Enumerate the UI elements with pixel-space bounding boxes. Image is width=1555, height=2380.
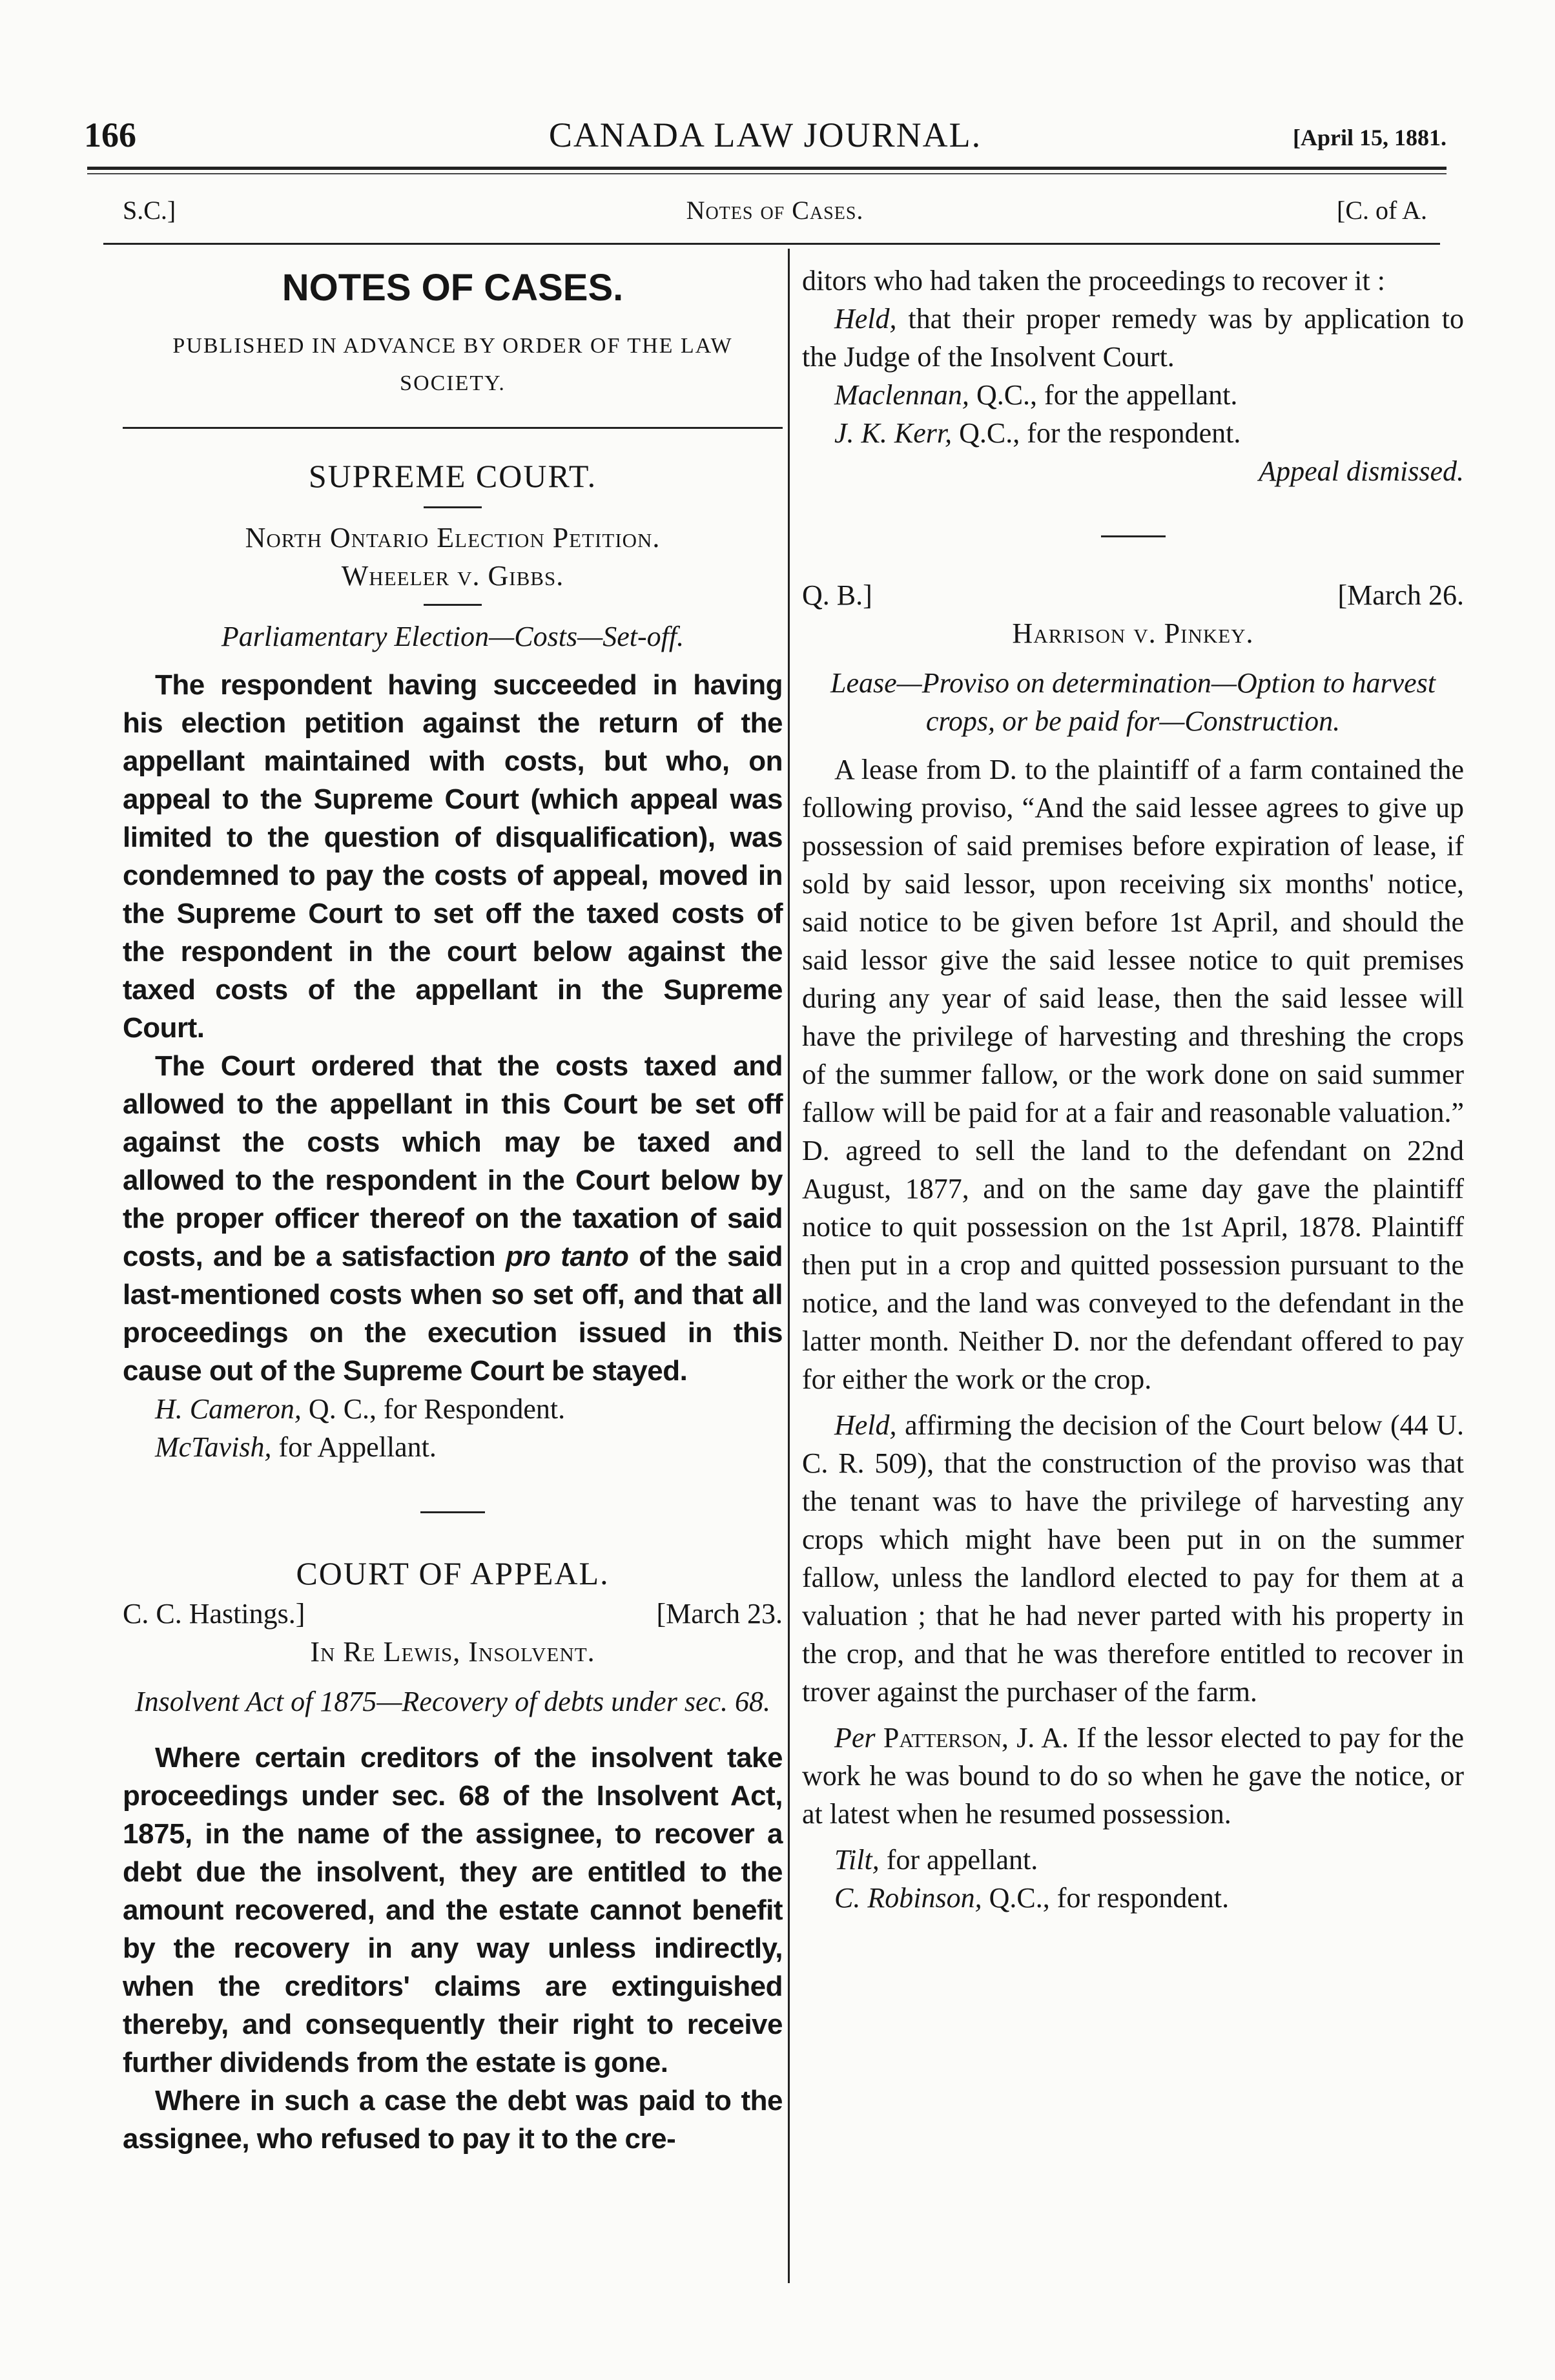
counsel-role: Q.C., for respondent. — [989, 1882, 1230, 1914]
case-paragraph: Where in such a case the debt was paid to the assignee, who refused to pay it to the cre- — [123, 2085, 783, 2155]
holding — [802, 300, 1464, 376]
counsel-line — [802, 1879, 1464, 1917]
section-left: S.C.] — [123, 196, 176, 225]
short-divider — [424, 506, 482, 508]
opinion-text: If the lessor elected to pay for the work he was bound to do so when he gave the notice, or at latest when he resumed possession. — [802, 1722, 1465, 1830]
section-rule — [103, 243, 1440, 245]
holding — [802, 1406, 1464, 1711]
court-heading: COURT OF APPEAL. — [296, 1555, 610, 1591]
page-number: 166 — [84, 116, 136, 154]
case-parties: Harrison v. Pinkey. — [1012, 617, 1254, 649]
case-parties: Wheeler v. Gibbs. — [341, 560, 564, 592]
counsel-name: C. Robinson, — [834, 1882, 982, 1914]
counsel-name: H. Cameron, — [155, 1393, 302, 1425]
case-paragraph: The respondent having succeeded in having his election petition against the return of the appellant maintained with costs, but who, on appeal to the Supreme Court (which appeal was limited to the question of disqualification), was condemned to pay the costs of appeal, moved in the Supreme Court to set off the taxed costs of the respondent in the court below against the taxed costs of the appellant in the Supreme Court. — [123, 669, 783, 1044]
case-date: [March 23. — [656, 1598, 783, 1630]
counsel-line — [123, 1390, 783, 1428]
notes-title: NOTES OF CASES. — [282, 267, 624, 309]
short-divider — [424, 604, 482, 606]
case-name: North Ontario Election Petition. — [245, 522, 661, 554]
holding-text: that their proper remedy was by application to the Judge of the Insolvent Court. — [802, 303, 1464, 373]
counsel-role: for Appellant. — [278, 1431, 437, 1463]
left-column — [123, 262, 783, 2158]
case-topic: Lease—Proviso on determination—Option to harvest crops, or be paid for—Construction. — [830, 667, 1436, 737]
counsel-line — [802, 414, 1464, 452]
counsel-line — [802, 1841, 1464, 1879]
section-title: Notes of Cases. — [686, 196, 864, 225]
lower-court: C. C. Hastings.] — [123, 1598, 305, 1630]
short-divider — [1101, 535, 1166, 537]
holding-label: Held, — [834, 1409, 897, 1441]
issue-date: [April 15, 1881. — [1293, 125, 1447, 150]
counsel-role: Q.C., for the appellant. — [976, 379, 1238, 411]
continued-paragraph: ditors who had taken the proceedings to recover it : — [802, 265, 1385, 296]
running-header — [84, 115, 1447, 160]
case-topic: Insolvent Act of 1875—Recovery of debts under sec. 68. — [134, 1686, 771, 1717]
counsel-name: J. K. Kerr, — [834, 417, 953, 449]
counsel-name: McTavish, — [155, 1431, 272, 1463]
case-topic: Parliamentary Election—Costs—Set-off. — [221, 621, 685, 652]
lower-court: Q. B.] — [802, 579, 872, 611]
case-caption — [123, 1595, 783, 1633]
case-paragraph: A lease from D. to the plaintiff of a farm contained the following proviso, “And the said lessee agrees to give up possession of said premises before expiration of lease, if sold by said lessor, upon receiving six months' notice, said notice to be given before 1st April, and should the said lessor give the said lessee notice to quit premises during any year of said lease, then the said lessee will have the privilege of harvesting and threshing the crops of the summer fallow, or the work done on said summer fallow will be paid for at a fair and reasonable valuation.” D. agreed to sell the land to the defendant on 22nd August, 1877, and on the same day gave the plaintiff notice to quit possession on the 1st April, 1878. Plaintiff then put in a crop and quitted possession pursuant to the notice, and the land was conveyed to the defendant in the latter month. Neither D. nor the defendant offered to pay for either the work or the crop. — [802, 754, 1464, 1395]
counsel-line — [123, 1428, 783, 1466]
counsel-line — [802, 376, 1464, 414]
right-column — [802, 262, 1464, 1917]
paragraph-text: The Court ordered that the costs taxed and allowed to the appellant in this Court be set off against the costs which may be taxed and allowed to the respondent in the Court below by the proper officer thereof on the taxation of said costs, and be a satisfaction — [123, 1050, 783, 1272]
published-note: PUBLISHED IN ADVANCE BY ORDER OF THE LAW SOCIETY. — [172, 334, 733, 395]
case-result: Appeal dismissed. — [1259, 455, 1464, 487]
short-divider — [420, 1511, 485, 1513]
counsel-role: Q.C., for the respondent. — [959, 417, 1241, 449]
case-paragraph: Where certain creditors of the insolvent take proceedings under sec. 68 of the Insolvent Act, 1875, in the name of the assignee, to recover a debt due the insolvent, they are entitled to the amount recovered, and the estate cannot benefit by the recovery in any way unless indirectly, when the creditors' claims are extinguished thereby, and consequently their right to receive further dividends from the estate is gone. — [123, 1742, 783, 2078]
section-right: [C. of A. — [1337, 196, 1427, 225]
counsel-role: for appellant. — [886, 1844, 1038, 1876]
counsel-name: Maclennan, — [834, 379, 969, 411]
per-label: Per — [834, 1722, 876, 1754]
case-caption — [802, 576, 1464, 614]
case-parties: In Re Lewis, Insolvent. — [310, 1636, 595, 1668]
case-date: [March 26. — [1337, 579, 1464, 611]
column-divider — [788, 249, 790, 2283]
case-paragraph — [123, 1047, 783, 1390]
judge-opinion — [802, 1719, 1464, 1833]
holding-text: affirming the decision of the Court below (44 U. C. R. 509), that the construction of the proviso was that the tenant was to have the privilege of harvesting any crops which might have been put in on the summer fallow, unless the landlord elected to pay for them at a valuation ; that he had never parted with his property in the crop, and that he was therefore entitled to recover in trover against the purchaser of the farm. — [802, 1409, 1465, 1708]
counsel-name: Tilt, — [834, 1844, 880, 1876]
latin-phrase: pro tanto — [506, 1241, 629, 1272]
divider — [123, 427, 783, 429]
court-heading: SUPREME COURT. — [308, 458, 597, 494]
counsel-role: Q. C., for Respondent. — [308, 1393, 566, 1425]
holding-label: Held, — [834, 303, 897, 335]
judge-name: Patterson, J. A. — [883, 1722, 1069, 1754]
header-rule-thin — [87, 173, 1447, 174]
header-rule — [87, 167, 1447, 170]
section-header — [123, 195, 1427, 231]
paragraph-text: of the said last-mentioned costs when so set off, and that all proceedings on the execution issued in this cause out of the Supreme Court be stayed. — [123, 1241, 783, 1387]
journal-title: CANADA LAW JOURNAL. — [548, 116, 982, 154]
